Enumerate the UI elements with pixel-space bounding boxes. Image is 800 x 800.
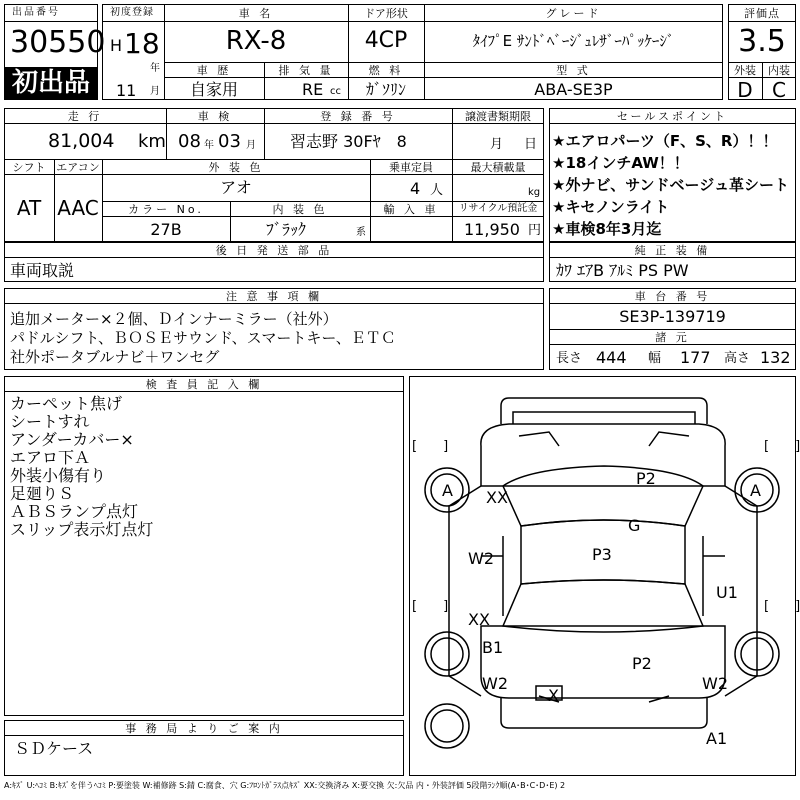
door-label: ドア形状 [364, 7, 408, 20]
colorno-value: 27B [150, 220, 182, 239]
mark-front-left-wheel: A [442, 481, 453, 500]
capacity-label: 乗車定員 [389, 161, 433, 174]
intcolor-label: 内 装 色 [272, 203, 328, 216]
inspector-line: スリップ表示灯点灯 [10, 520, 154, 539]
fuel-value: ｶﾞｿﾘﾝ [365, 80, 406, 99]
bracket-left-front: [ ] [412, 439, 449, 454]
recycle-value: 11,950 [464, 220, 520, 239]
mark-left-front-door: W2 [468, 549, 494, 568]
int-label: 内装 [768, 64, 790, 77]
reg-label: 初度登録 [110, 7, 154, 18]
chassis-label: 車 台 番 号 [634, 290, 711, 303]
width-label: 幅 [648, 351, 662, 366]
sales-point: ★キセノンライト [552, 198, 670, 216]
shift-label: シフト [12, 161, 46, 174]
disp-label: 排 気 量 [278, 64, 334, 77]
inspector-line: シートすれ [10, 412, 90, 431]
sales-point: ★車検8年3月迄 [552, 220, 662, 238]
inspector-line: エアロ下Ａ [10, 448, 91, 467]
bracket-right-rear: [ ] [764, 599, 800, 614]
reg-year: 18 [124, 27, 160, 60]
length-label: 長さ [556, 351, 583, 366]
notes-lines [10, 310, 396, 367]
capacity-value: 4 [410, 179, 421, 198]
import-label: 輸 入 車 [383, 203, 439, 216]
color-label: 外 装 色 [208, 161, 264, 174]
int-grade: C [772, 78, 786, 102]
door-type: 4CP [364, 28, 408, 53]
intcolor-unit: 系 [356, 227, 366, 238]
later-value: 車両取説 [10, 261, 75, 280]
lot-label: 出品番号 [12, 7, 60, 18]
grade-value: ﾀｲﾌﾟE ｻﾝﾄﾞﾍﾞｰｼﾞｭﾚｻﾞｰﾊﾟｯｹｰｼﾞ [472, 32, 675, 50]
office-value: ＳＤケース [14, 739, 94, 758]
note-line: 追加メーター×２個、Ｄインナーミラー（社外） [10, 310, 338, 328]
legend: A:ｷｽﾞ U:ﾍｺﾐ B:ｷｽﾞを伴うﾍｺﾐ P:要塗装 W:補修跡 S:錆 C:腐食、穴 G:ﾌﾛﾝﾄｶﾞﾗｽ点ｷｽﾞ XX:交換済み X:要交換 欠:欠品 内・外装評価 5段階ﾗﾝｸ順(A･B･C･D･E) 2 [4, 781, 566, 790]
note-line: 社外ポータブルナビ＋ワンセグ [10, 348, 220, 366]
disp-value: RE [302, 80, 324, 99]
width-value: 177 [680, 348, 711, 367]
inspector-lines [10, 395, 153, 539]
mark-hood: P2 [636, 469, 656, 488]
fuel-label: 燃 料 [368, 64, 404, 77]
reg-month-unit: 月 [150, 86, 160, 97]
mileage-unit: km [138, 131, 166, 152]
mark-front-right-wheel: A [750, 481, 761, 500]
insp-month: 03 [218, 131, 241, 152]
inspector-line: ＡＢＳランプ点灯 [10, 502, 139, 521]
chassis-value: SE3P-139719 [619, 307, 726, 326]
length-value: 444 [596, 348, 627, 367]
inspector-line: 外装小傷有り [10, 466, 107, 485]
inspector-line: カーペット焦げ [10, 394, 123, 413]
transfer-day-unit: 日 [524, 137, 538, 152]
office-label: 事 務 局 よ り ご 案 内 [125, 722, 283, 735]
recycle-label: リサイクル預託金 [458, 203, 538, 214]
sales-points [552, 130, 789, 240]
mark-front-left-fender: XX [486, 488, 508, 507]
name-label: 車 名 [238, 7, 274, 20]
shift-value: AT [16, 196, 42, 220]
mark-right-rear-quarter: W2 [702, 674, 728, 693]
later-label: 後 日 発 送 部 品 [215, 244, 333, 257]
sales-point: ★18インチAW！！ [552, 154, 689, 172]
score-value: 3.5 [738, 24, 786, 59]
sales-point: ★外ナビ、サンドベージュ革シート [552, 176, 789, 194]
sales-point: ★エアロパーツ（F、S、R）！！ [552, 132, 778, 150]
ext-grade: D [737, 78, 753, 102]
car-diagram [409, 376, 796, 776]
weight-label: 最大積載量 [470, 161, 526, 174]
mileage-label: 走 行 [67, 110, 103, 123]
mark-right-rear-door: U1 [716, 583, 738, 602]
equipment-label: 純 正 装 備 [634, 244, 711, 257]
inspection-label: 車 検 [197, 110, 233, 123]
sales-label: セールスポイント [616, 110, 728, 123]
aircon-label: エアコン [56, 161, 100, 174]
mark-roof: P3 [592, 545, 612, 564]
color-value: アオ [220, 178, 252, 197]
recycle-unit: 円 [528, 223, 542, 238]
mark-rear-plate: X [548, 686, 559, 705]
bracket-right-front: [ ] [764, 439, 800, 454]
reg-year-unit: 年 [150, 63, 160, 74]
mark-rear-bumper: A1 [706, 729, 728, 748]
mark-left-rear-door: XX [468, 610, 490, 629]
reg-era: H [110, 36, 123, 55]
insp-month-unit: 月 [246, 140, 256, 151]
mark-windshield: G [628, 516, 641, 535]
dims-label: 諸 元 [655, 331, 690, 344]
height-value: 132 [760, 348, 791, 367]
capacity-unit: 人 [430, 183, 444, 198]
first-listing-badge: 初出品 [5, 67, 97, 99]
weight-unit: kg [528, 187, 541, 198]
bracket-left-rear: [ ] [412, 599, 449, 614]
model-value: ABA-SE3P [534, 80, 613, 99]
disp-unit: cc [330, 86, 341, 97]
model-label: 型 式 [556, 64, 591, 77]
reg-month: 11 [116, 81, 137, 100]
height-label: 高さ [724, 351, 751, 366]
insp-year-unit: 年 [204, 140, 214, 151]
mark-left-rear-quarter: W2 [482, 674, 508, 693]
history-label: 車 歴 [196, 64, 232, 77]
mark-left-rear-fender: B1 [482, 638, 504, 657]
insp-year: 08 [178, 131, 201, 152]
transfer-month-unit: 月 [490, 137, 504, 152]
equipment-value: ｶﾜ ｴｱB ｱﾙﾐ PS PW [556, 261, 689, 280]
mark-trunk: P2 [632, 654, 652, 673]
grade-label: グレード [545, 7, 602, 20]
ext-label: 外装 [734, 64, 756, 77]
history-value: 自家用 [189, 80, 238, 99]
score-label: 評価点 [744, 7, 780, 20]
transfer-label: 譲渡書類期限 [465, 110, 531, 123]
colorno-label: カラー No. [128, 203, 204, 216]
inspector-line: アンダーカバー× [10, 430, 134, 449]
aircon-value: AAC [57, 196, 99, 220]
inspector-label: 検 査 員 記 入 欄 [145, 378, 263, 391]
plate-value: 習志野 30Fﾔ 8 [290, 132, 407, 151]
plate-label: 登 録 番 号 [320, 110, 396, 123]
car-name: RX-8 [225, 26, 287, 56]
notes-label: 注 意 事 項 欄 [226, 290, 322, 303]
inspector-line: 足廻りＳ [10, 484, 75, 503]
mileage-value: 81,004 [48, 130, 115, 152]
note-line: パドルシフト、ＢＯＳＥサウンド、スマートキー、ＥＴＣ [10, 329, 396, 347]
lot-number: 30550 [10, 25, 106, 60]
intcolor-value: ﾌﾞﾗｯｸ [266, 220, 307, 239]
